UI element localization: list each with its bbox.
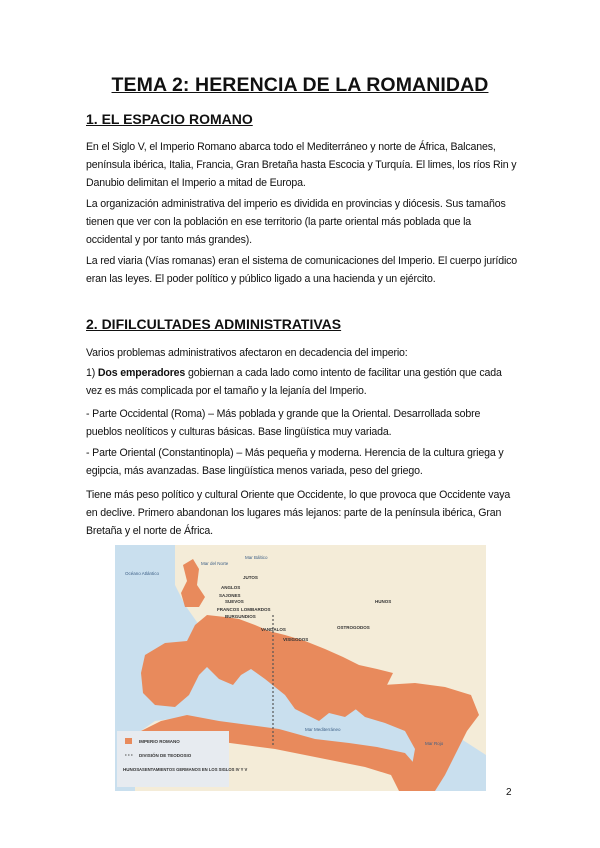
section-1-heading: 1. EL ESPACIO ROMANO <box>86 111 253 127</box>
label-angles: ANGLOS <box>221 585 241 590</box>
section-2-paragraph-5: Tiene más peso político y cultural Oriente que Occidente, lo que provoca que Occidente vaya en declive. Primero abandonan los lugares más lejanos: parte de la península ibérica, Gran Bretaña y el norte de África. <box>86 489 511 537</box>
roman-empire-map <box>115 545 486 791</box>
label-jutes: JUTOS <box>243 575 258 580</box>
legend-settlements-label: ASENTAMIENTOS GERMANOS EN LOS SIGLOS IV Y V <box>139 767 248 772</box>
section-2-paragraph-3: - Parte Occidental (Roma) – Más poblada y grande que la Oriental. Desarrollada sobre pueblos neolíticos y culturas básicas. Base lingüística muy variada. <box>86 408 481 438</box>
page-number: 2 <box>506 787 512 798</box>
section-1-paragraph-3: La red viaria (Vías romanas) eran el sistema de comunicaciones del Imperio. El cuerpo jurídico eran las leyes. El poder político y público ligado a una hacienda y un ejército. <box>86 255 518 285</box>
label-franks: FRANCOS <box>217 607 240 612</box>
section-1-paragraph-1: En el Siglo V, el Imperio Romano abarca todo el Mediterráneo y norte de África, Balcanes, península ibérica, Italia, Francia, Gran Bretaña hasta Escocia y Turquía. El limes, los ríos Rin y Danubio delimitan el Imperio a mitad de Europa. <box>86 141 517 189</box>
label-burgundians: BURGUNDIOS <box>225 614 256 619</box>
label-suevi: SUEVOS <box>225 599 244 604</box>
paragraph-text: gobiernan a cada lado como intento de facilitar una gestión que cada vez es más complicada por el tamaño y la lejanía del Imperio. <box>86 367 502 397</box>
label-red-sea: Mar Rojo <box>425 741 444 746</box>
label-lombards: LOMBARDOS <box>241 607 271 612</box>
section-2-heading: 2. DIFILCULTADES ADMINISTRATIVAS <box>86 316 342 332</box>
label-huns: HUNOS <box>375 599 392 604</box>
label-north-sea: Mar del Norte <box>201 561 229 566</box>
legend-empire-label: IMPERIO ROMANO <box>139 739 180 744</box>
label-vandals: VANDALOS <box>261 627 286 632</box>
section-2-paragraph-2 <box>86 364 518 400</box>
legend-empire-swatch <box>125 738 132 744</box>
label-saxons: SAJONES <box>219 593 241 598</box>
bold-term: Dos emperadores <box>97 367 186 379</box>
legend-division-label: DIVISIÓN DE TEODOSIO <box>139 753 192 758</box>
map-legend <box>117 731 248 787</box>
label-visigoths: VISIGODOS <box>283 637 309 642</box>
section-2-paragraph-4: - Parte Oriental (Constantinopla) – Más pequeña y moderna. Herencia de la cultura griega y egipcia, más avanzadas. Base lingüística menos variada, peso del griego. <box>86 447 504 477</box>
label-baltic: Mar Báltico <box>245 555 268 560</box>
section-1-paragraph-2: La organización administrativa del imperio es dividida en provincias y diócesis. Sus tamaños tienen que ver con la población en ese territorio (la parte oriental más poblada que la occidental y por tanto más grandes). <box>86 198 506 246</box>
paragraph-prefix: 1) <box>86 367 98 379</box>
label-mediterranean: Mar Mediterráneo <box>305 727 341 732</box>
label-ostrogoths: OSTROGODOS <box>337 625 370 630</box>
label-ocean: Océano Atlántico <box>125 571 160 576</box>
section-2-paragraph-1: Varios problemas administrativos afectaron en decadencia del imperio: <box>86 347 408 359</box>
document-title: TEMA 2: HERENCIA DE LA ROMANIDAD <box>111 74 489 96</box>
legend-huns-key: HUNOS <box>123 767 140 772</box>
